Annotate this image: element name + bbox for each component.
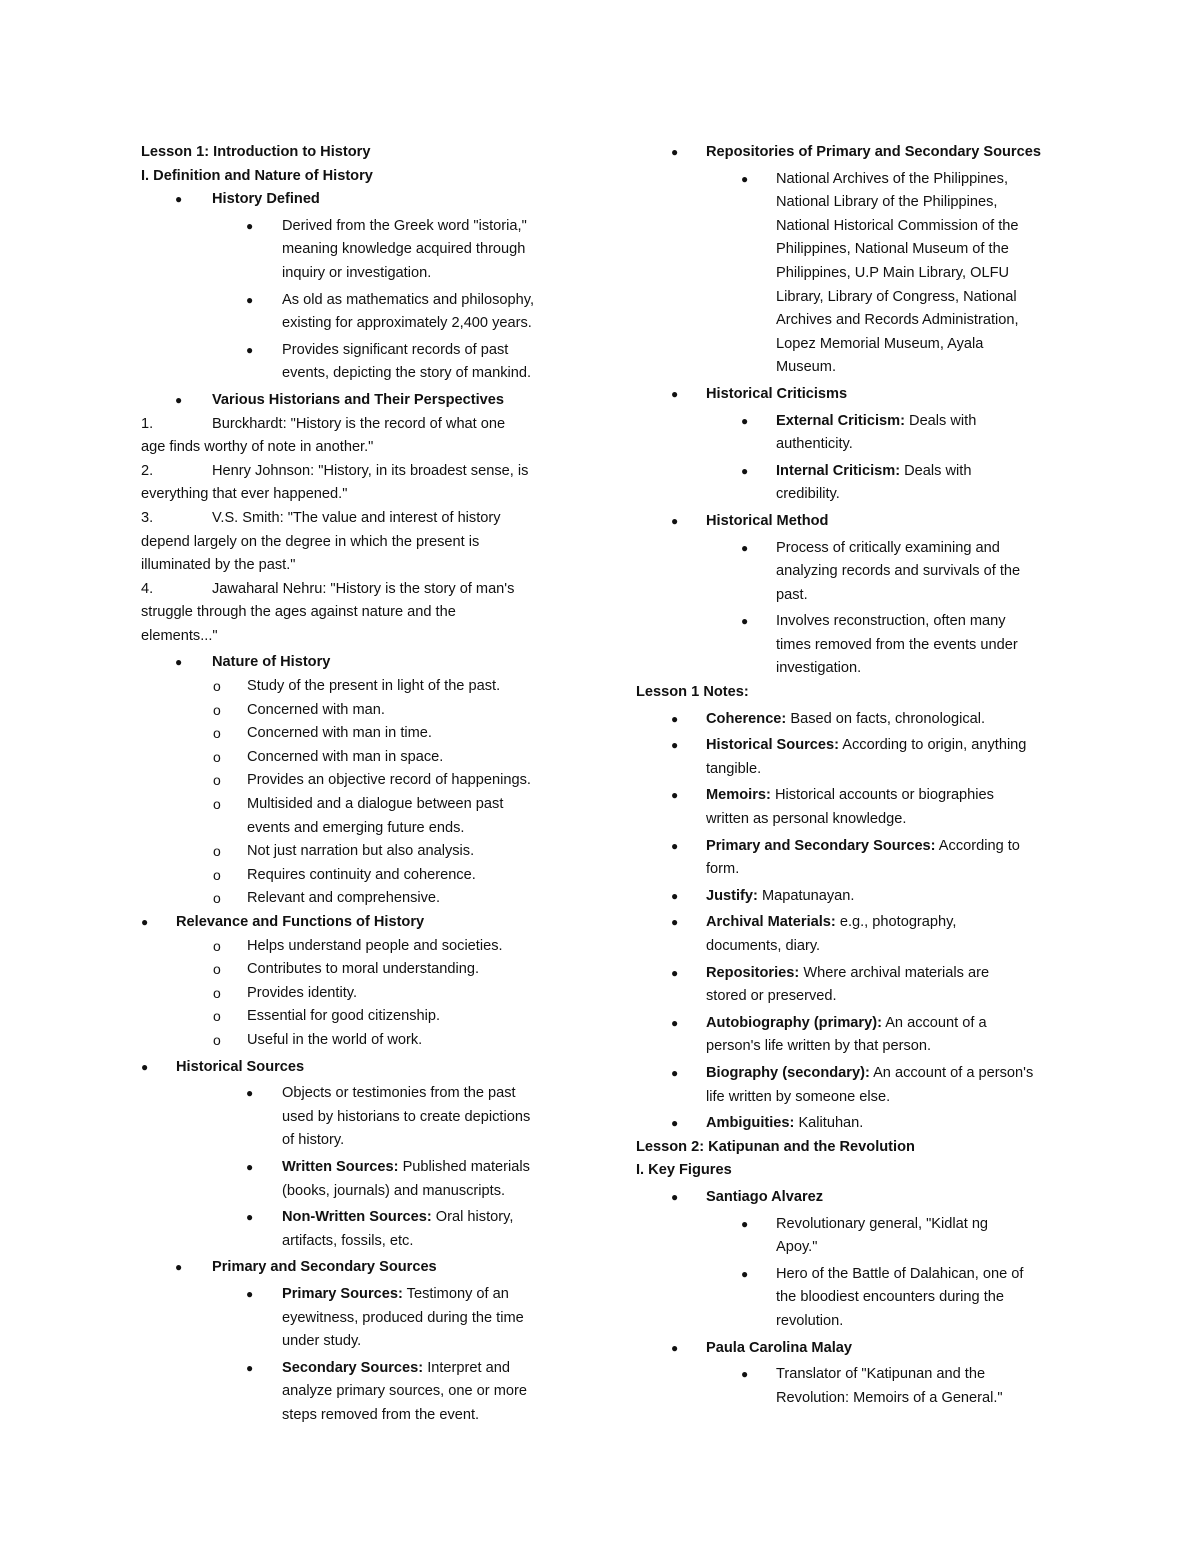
primary-sources-text: under study. — [282, 1333, 362, 1350]
section1-title — [141, 165, 571, 189]
repositories-list-text: Philippines, National Museum of the — [776, 241, 1009, 258]
nature-heading — [141, 651, 571, 675]
historian-quote-text: Jawaharal Nehru: "History is the story of man's — [212, 580, 515, 597]
right-column — [636, 141, 1066, 1410]
repositories-list-text: Archives and Records Administration, — [776, 312, 1019, 329]
malay-item-line — [636, 1363, 1066, 1387]
historian-quote-text: depend largely on the degree in which the present is — [141, 533, 480, 550]
secondary-sources-label: Secondary Sources: — [282, 1359, 424, 1376]
relevance-heading-text: Relevance and Functions of History — [176, 914, 425, 930]
historian-item-line — [141, 436, 571, 460]
historian-number: 2. — [141, 462, 154, 479]
repositories-list-line — [636, 191, 1066, 215]
note-item-label: Ambiguities: — [706, 1115, 795, 1132]
method-item-text: investigation. — [776, 660, 862, 677]
history-defined-item-line — [141, 339, 571, 363]
secondary-sources-text: analyze primary sources, one or more — [282, 1383, 527, 1400]
method-item-line — [636, 537, 1066, 561]
alvarez-item-text: revolution. — [776, 1312, 844, 1329]
history-defined-item-text: meaning knowledge acquired through — [282, 241, 526, 258]
history-defined-item-line — [141, 312, 571, 336]
nature-item-text: Provides an objective record of happenings. — [247, 772, 531, 789]
note-item-text: Kalituhan. — [798, 1115, 864, 1132]
repositories-list-text: National Historical Commission of the — [776, 217, 1019, 234]
circle-bullet-icon: o — [213, 961, 221, 978]
note-item-line — [636, 935, 1066, 959]
method-item-line — [636, 584, 1066, 608]
malay-item-text: Revolution: Memoirs of a General." — [776, 1389, 1003, 1406]
relevance-item-text: Useful in the world of work. — [247, 1031, 423, 1048]
note-item-label: Coherence: — [706, 710, 787, 727]
external-criticism-label: External Criticism: — [776, 412, 905, 429]
bullet-icon: ● — [246, 218, 254, 233]
nature-item-text: Multisided and a dialogue between past — [247, 796, 504, 813]
history-defined-item-text: existing for approximately 2,400 years. — [282, 315, 532, 332]
historian-item-line — [141, 625, 571, 649]
lesson1-title-text: Lesson 1: Introduction to History — [141, 144, 371, 160]
left-column — [141, 141, 571, 1427]
bullet-icon: ● — [246, 342, 254, 357]
historical-sources-item-line — [141, 1129, 571, 1153]
nonwritten-sources-line — [141, 1206, 571, 1230]
historians-heading — [141, 389, 571, 413]
lesson2-title — [636, 1136, 1066, 1160]
primary-sources-line — [141, 1307, 571, 1331]
historian-quote-text: age finds worthy of note in another." — [141, 439, 374, 456]
circle-bullet-icon: o — [213, 937, 221, 954]
note-item-text: Historical accounts or biographies — [774, 787, 994, 804]
primary-sources-text: Testimony of an — [406, 1285, 509, 1302]
external-criticism-line — [636, 433, 1066, 457]
secondary-sources-text: steps removed from the event. — [282, 1406, 480, 1423]
external-criticism-text: authenticity. — [776, 436, 853, 453]
historian-item-line — [141, 507, 571, 531]
nature-item-line — [141, 793, 571, 817]
malay-heading-text: Paula Carolina Malay — [706, 1339, 852, 1356]
bullet-icon: ● — [671, 1065, 679, 1080]
bullet-icon: ● — [141, 1059, 149, 1074]
notes-title — [636, 681, 1066, 705]
note-item-line — [636, 911, 1066, 935]
note-item-label: Archival Materials: — [706, 914, 836, 931]
method-heading — [636, 510, 1066, 534]
bullet-icon: ● — [671, 738, 679, 753]
secondary-sources-line — [141, 1404, 571, 1428]
historians-heading-text: Various Historians and Their Perspectives — [212, 391, 504, 408]
nature-item-line — [141, 840, 571, 864]
note-item-text: tangible. — [706, 760, 762, 777]
historical-sources-item-line — [141, 1106, 571, 1130]
bullet-icon: ● — [671, 513, 679, 528]
note-item-line — [636, 1012, 1066, 1036]
bullet-icon: ● — [246, 1360, 254, 1375]
internal-criticism-line — [636, 483, 1066, 507]
historian-quote-text: illuminated by the past." — [141, 557, 296, 574]
method-item-line — [636, 610, 1066, 634]
note-item-line — [636, 808, 1066, 832]
alvarez-heading-text: Santiago Alvarez — [706, 1188, 824, 1205]
method-item-text: times removed from the events under — [776, 636, 1018, 653]
external-criticism-line — [636, 410, 1066, 434]
internal-criticism-text: credibility. — [776, 486, 840, 503]
nature-item-line — [141, 887, 571, 911]
repositories-list-text: Library, Library of Congress, National — [776, 288, 1017, 305]
method-item-text: past. — [776, 586, 808, 603]
note-item-text: person's life written by that person. — [706, 1038, 932, 1055]
method-item-line — [636, 560, 1066, 584]
nature-item-text: events and emerging future ends. — [247, 819, 465, 836]
bullet-icon: ● — [671, 838, 679, 853]
bullet-icon: ● — [671, 145, 679, 159]
note-item-text: An account of a person's — [873, 1064, 1034, 1081]
bullet-icon: ● — [246, 1159, 254, 1174]
bullet-icon: ● — [246, 1210, 254, 1225]
relevance-item-line — [141, 935, 571, 959]
key-figures-title — [636, 1159, 1066, 1183]
internal-criticism-label: Internal Criticism: — [776, 462, 901, 479]
historian-number: 1. — [141, 415, 154, 432]
repositories-list-text: Lopez Memorial Museum, Ayala — [776, 335, 984, 352]
note-item-text: stored or preserved. — [706, 988, 837, 1005]
relevance-heading — [141, 911, 571, 935]
circle-bullet-icon: o — [213, 796, 221, 813]
criticisms-heading-text: Historical Criticisms — [706, 385, 848, 402]
history-defined-item-line — [141, 238, 571, 262]
primary-sources-text: eyewitness, produced during the time — [282, 1309, 524, 1326]
note-item-text: life written by someone else. — [706, 1088, 891, 1105]
relevance-item-text: Contributes to moral understanding. — [247, 961, 480, 978]
alvarez-item-text: the bloodiest encounters during the — [776, 1289, 1004, 1306]
alvarez-item-text: Hero of the Battle of Dalahican, one of — [776, 1265, 1024, 1282]
bullet-icon: ● — [141, 915, 149, 929]
alvarez-item-line — [636, 1213, 1066, 1237]
written-sources-text: (books, journals) and manuscripts. — [282, 1182, 506, 1199]
historian-number: 4. — [141, 580, 154, 597]
bullet-icon: ● — [671, 1116, 679, 1131]
nature-item-text: Concerned with man in time. — [247, 725, 432, 742]
malay-item-text: Translator of "Katipunan and the — [776, 1366, 986, 1383]
method-item-line — [636, 634, 1066, 658]
note-item-label: Autobiography (primary): — [706, 1014, 882, 1031]
history-defined-item-line — [141, 215, 571, 239]
bullet-icon: ● — [671, 1015, 679, 1030]
historian-quote-text: V.S. Smith: "The value and interest of history — [212, 509, 501, 526]
circle-bullet-icon: o — [213, 678, 221, 695]
primary-secondary-heading — [141, 1256, 571, 1280]
notes-title-text: Lesson 1 Notes: — [636, 684, 749, 701]
circle-bullet-icon: o — [213, 748, 221, 765]
nature-item-text: Relevant and comprehensive. — [247, 890, 441, 907]
primary-sources-line — [141, 1330, 571, 1354]
nature-item-text: Concerned with man. — [247, 701, 385, 718]
nature-item-line — [141, 864, 571, 888]
note-item-text: According to — [938, 837, 1020, 854]
alvarez-item-line — [636, 1236, 1066, 1260]
method-heading-text: Historical Method — [706, 512, 829, 529]
bullet-icon: ● — [175, 1260, 183, 1275]
bullet-icon: ● — [671, 965, 679, 980]
circle-bullet-icon: o — [213, 725, 221, 742]
bullet-icon: ● — [671, 788, 679, 803]
secondary-sources-line — [141, 1357, 571, 1381]
note-item-line — [636, 1035, 1066, 1059]
historian-item-line — [141, 554, 571, 578]
lesson2-title-text: Lesson 2: Katipunan and the Revolution — [636, 1138, 915, 1155]
written-sources-label: Written Sources: — [282, 1158, 399, 1175]
bullet-icon: ● — [671, 915, 679, 930]
note-item-line — [636, 784, 1066, 808]
repositories-list-line — [636, 286, 1066, 310]
bullet-icon: ● — [175, 655, 183, 670]
note-item-text: Mapatunayan. — [761, 887, 855, 904]
relevance-item-line — [141, 958, 571, 982]
history-defined-item-text: inquiry or investigation. — [282, 264, 432, 281]
note-item-label: Memoirs: — [706, 787, 771, 804]
note-item-text: According to origin, anything — [842, 737, 1027, 754]
nonwritten-sources-text: Oral history, — [435, 1209, 514, 1226]
nature-item-line — [141, 722, 571, 746]
historian-quote-text: elements..." — [141, 627, 218, 644]
nature-item-text: Concerned with man in space. — [247, 748, 444, 765]
note-item-line — [636, 708, 1066, 732]
nonwritten-sources-line — [141, 1230, 571, 1254]
relevance-item-line — [141, 1029, 571, 1053]
historian-item-line — [141, 460, 571, 484]
method-item-text: analyzing records and survivals of the — [776, 563, 1021, 580]
bullet-icon: ● — [671, 1340, 679, 1355]
nature-item-text: Study of the present in light of the past. — [247, 678, 501, 695]
lesson1-title — [141, 141, 571, 165]
method-item-text: Involves reconstruction, often many — [776, 613, 1006, 630]
nature-item-line — [141, 817, 571, 841]
secondary-sources-line — [141, 1380, 571, 1404]
bullet-icon: ● — [741, 540, 749, 555]
note-item-label: Historical Sources: — [706, 737, 840, 754]
bullet-icon: ● — [741, 1367, 749, 1382]
relevance-item-text: Helps understand people and societies. — [247, 937, 503, 954]
relevance-item-text: Provides identity. — [247, 984, 358, 1001]
note-item-text: written as personal knowledge. — [706, 811, 907, 828]
alvarez-heading — [636, 1186, 1066, 1210]
repositories-list-line — [636, 215, 1066, 239]
note-item-label: Justify: — [706, 887, 758, 904]
historian-quote-text: Henry Johnson: "History, in its broadest sense, is — [212, 462, 529, 479]
repositories-list-line — [636, 356, 1066, 380]
note-item-text: Based on facts, chronological. — [790, 710, 986, 727]
repositories-list-line — [636, 262, 1066, 286]
note-item-label: Primary and Secondary Sources: — [706, 837, 936, 854]
history-defined-item-text: As old as mathematics and philosophy, — [282, 291, 535, 308]
primary-secondary-heading-text: Primary and Secondary Sources — [212, 1259, 437, 1276]
note-item-line — [636, 962, 1066, 986]
method-item-text: Process of critically examining and — [776, 539, 1000, 556]
alvarez-item-line — [636, 1263, 1066, 1287]
note-item-text: Where archival materials are — [803, 964, 990, 981]
note-item-line — [636, 734, 1066, 758]
bullet-icon: ● — [246, 1286, 254, 1301]
bullet-icon: ● — [175, 192, 183, 207]
history-defined-heading — [141, 188, 571, 212]
repositories-list-text: National Library of the Philippines, — [776, 194, 998, 211]
circle-bullet-icon: o — [213, 984, 221, 1001]
repositories-heading — [636, 141, 1066, 165]
historian-item-line — [141, 578, 571, 602]
note-item-text: An account of a — [885, 1014, 987, 1031]
repositories-list-line — [636, 333, 1066, 357]
note-item-line — [636, 1062, 1066, 1086]
bullet-icon: ● — [671, 1189, 679, 1204]
nature-heading-text: Nature of History — [212, 654, 331, 671]
note-item-line — [636, 758, 1066, 782]
bullet-icon: ● — [741, 413, 749, 428]
circle-bullet-icon: o — [213, 1031, 221, 1048]
alvarez-item-text: Apoy." — [776, 1239, 818, 1256]
nature-item-line — [141, 699, 571, 723]
primary-sources-line — [141, 1283, 571, 1307]
historical-sources-item-line — [141, 1082, 571, 1106]
malay-item-line — [636, 1387, 1066, 1411]
primary-sources-label: Primary Sources: — [282, 1285, 403, 1302]
repositories-list-text: National Archives of the Philippines, — [776, 170, 1009, 187]
relevance-item-line — [141, 1005, 571, 1029]
nonwritten-sources-text: artifacts, fossils, etc. — [282, 1232, 414, 1249]
written-sources-text: Published materials — [402, 1158, 530, 1175]
history-defined-item-text: Provides significant records of past — [282, 341, 509, 358]
note-item-text: e.g., photography, — [839, 914, 957, 931]
history-defined-item-line — [141, 362, 571, 386]
historical-sources-heading — [141, 1056, 571, 1080]
note-item-line — [636, 1112, 1066, 1136]
bullet-icon: ● — [741, 614, 749, 629]
key-figures-title-text: I. Key Figures — [636, 1162, 732, 1179]
historian-item-line — [141, 483, 571, 507]
note-item-label: Repositories: — [706, 964, 800, 981]
note-item-line — [636, 885, 1066, 909]
written-sources-line — [141, 1180, 571, 1204]
historical-sources-item-text: used by historians to create depictions — [282, 1108, 531, 1125]
external-criticism-text: Deals with — [909, 412, 977, 429]
internal-criticism-text: Deals with — [904, 462, 972, 479]
alvarez-item-text: Revolutionary general, "Kidlat ng — [776, 1215, 989, 1232]
note-item-line — [636, 1086, 1066, 1110]
nature-item-line — [141, 675, 571, 699]
history-defined-item-text: events, depicting the story of mankind. — [282, 365, 532, 382]
repositories-list-text: Philippines, U.P Main Library, OLFU — [776, 264, 1010, 281]
history-defined-heading-text: History Defined — [212, 191, 320, 208]
history-defined-item-line — [141, 289, 571, 313]
bullet-icon: ● — [741, 1216, 749, 1231]
circle-bullet-icon: o — [213, 866, 221, 883]
historian-quote-text: struggle through the ages against nature and the — [141, 604, 456, 621]
nature-item-line — [141, 746, 571, 770]
repositories-list-line — [636, 309, 1066, 333]
bullet-icon: ● — [246, 1086, 254, 1101]
alvarez-item-line — [636, 1286, 1066, 1310]
repositories-list-line — [636, 168, 1066, 192]
historical-sources-item-text: of history. — [282, 1132, 345, 1149]
historian-number: 3. — [141, 509, 154, 526]
section1-title-text: I. Definition and Nature of History — [141, 167, 373, 184]
nature-item-text: Not just narration but also analysis. — [247, 843, 475, 860]
nature-item-text: Requires continuity and coherence. — [247, 866, 476, 883]
relevance-item-line — [141, 982, 571, 1006]
note-item-text: documents, diary. — [706, 938, 821, 954]
criticisms-heading — [636, 383, 1066, 407]
historical-sources-item-text: Objects or testimonies from the past — [282, 1085, 516, 1102]
note-item-line — [636, 835, 1066, 859]
bullet-icon: ● — [741, 463, 749, 478]
repositories-list-text: Museum. — [776, 359, 837, 376]
historian-quote-text: everything that ever happened." — [141, 486, 348, 503]
written-sources-line — [141, 1156, 571, 1180]
note-item-text: form. — [706, 861, 740, 878]
bullet-icon: ● — [246, 292, 254, 307]
malay-heading — [636, 1337, 1066, 1361]
repositories-list-line — [636, 238, 1066, 262]
historian-quote-text: Burckhardt: "History is the record of what one — [212, 415, 506, 432]
method-item-line — [636, 657, 1066, 681]
note-item-label: Biography (secondary): — [706, 1064, 870, 1081]
bullet-icon: ● — [741, 171, 749, 186]
bullet-icon: ● — [671, 386, 679, 401]
alvarez-item-line — [636, 1310, 1066, 1334]
circle-bullet-icon: o — [213, 772, 221, 789]
note-item-line — [636, 858, 1066, 882]
circle-bullet-icon: o — [213, 701, 221, 718]
historical-sources-heading-text: Historical Sources — [176, 1058, 305, 1075]
circle-bullet-icon: o — [213, 843, 221, 860]
bullet-icon: ● — [671, 888, 679, 903]
relevance-item-text: Essential for good citizenship. — [247, 1008, 441, 1025]
bullet-icon: ● — [741, 1266, 749, 1281]
nonwritten-sources-label: Non-Written Sources: — [282, 1209, 432, 1226]
note-item-line — [636, 985, 1066, 1009]
circle-bullet-icon: o — [213, 1008, 221, 1025]
repositories-heading-text: Repositories of Primary and Secondary Sources — [706, 144, 1041, 160]
secondary-sources-text: Interpret and — [427, 1359, 510, 1376]
circle-bullet-icon: o — [213, 890, 221, 907]
bullet-icon: ● — [671, 711, 679, 726]
historian-item-line — [141, 413, 571, 437]
internal-criticism-line — [636, 460, 1066, 484]
history-defined-item-line — [141, 262, 571, 286]
historian-item-line — [141, 601, 571, 625]
bullet-icon: ● — [175, 392, 183, 407]
historian-item-line — [141, 531, 571, 555]
history-defined-item-text: Derived from the Greek word "istoria," — [282, 217, 527, 234]
nature-item-line — [141, 769, 571, 793]
